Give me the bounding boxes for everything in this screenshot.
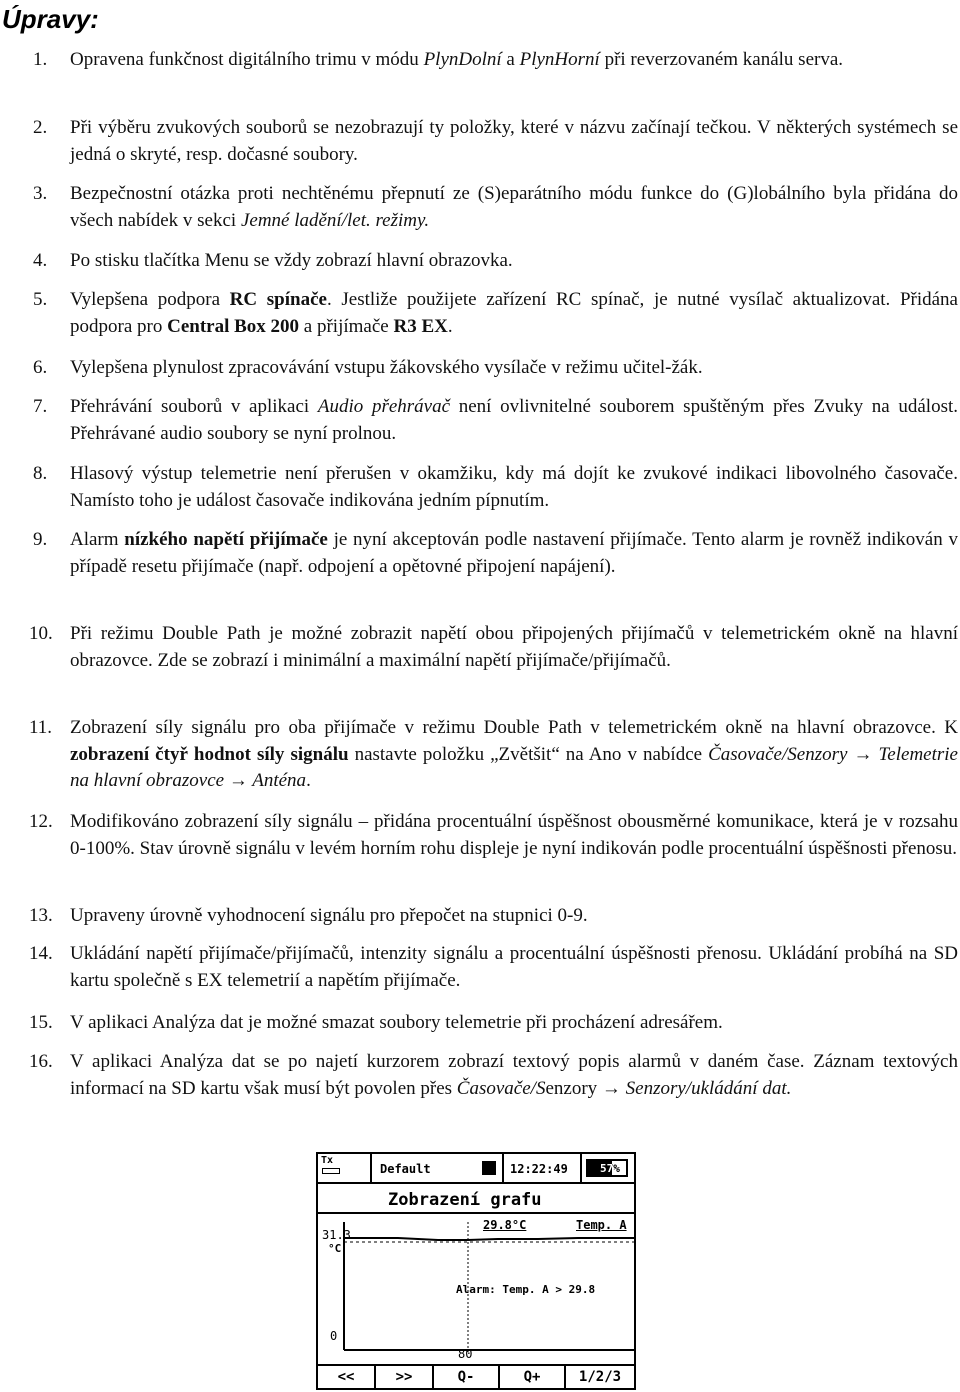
y-unit-label: °C xyxy=(328,1242,342,1255)
page-button[interactable]: 1/2/3 xyxy=(578,1369,622,1385)
italic-text: Jemné ladění/let. režimy. xyxy=(240,209,430,231)
text-segment: V aplikaci Analýza dat se po najetí kurzorem zobrazí textový popis alarmů v daném čase. Záznam textových informací na SD kartu však musí být povolen přes xyxy=(70,1051,958,1099)
list-item-text xyxy=(70,715,958,795)
list-item-number: 7. xyxy=(33,396,48,417)
text-segment: Vylepšena plynulost zpracovávání vstupu žákovského vysílače v režimu učitel-žák. xyxy=(70,357,703,378)
text-segment: Přehrávání souborů v aplikaci xyxy=(70,396,318,417)
alarm-text: Alarm: Temp. A > 29.8 xyxy=(456,1283,596,1296)
device-screenshot xyxy=(316,1152,636,1390)
list-item-text xyxy=(70,181,958,234)
rewind-button[interactable]: << xyxy=(318,1366,376,1388)
model-name: Default xyxy=(380,1162,431,1176)
text-segment: V aplikaci Analýza dat je možné smazat soubory telemetrie při procházení adresářem. xyxy=(70,1012,723,1033)
forward-button[interactable]: >> xyxy=(376,1366,434,1388)
text-segment: a xyxy=(501,49,520,70)
list-item-number: 4. xyxy=(33,250,48,271)
text-segment: Po stisku tlačítka Menu se vždy zobrazí hlavní obrazovka. xyxy=(70,250,513,271)
text-segment: Alarm xyxy=(70,529,125,550)
bold-text: R3 EX xyxy=(393,315,448,337)
list-item-number: 14. xyxy=(29,943,53,964)
text-segment: Upraveny úrovně vyhodnocení signálu pro přepočet na stupnici 0-9. xyxy=(70,905,588,926)
italic-text: Senzory/ukládání dat. xyxy=(625,1077,792,1099)
list-item-text xyxy=(70,1010,958,1037)
list-item-text xyxy=(70,809,958,862)
italic-text: Audio přehrávač xyxy=(317,396,451,417)
text-segment: Modifikováno zobrazení síly signálu – přidána procentuální úspěšnost obousměrné komunikace, která je v rozsahu 0-100%. Stav úrovně signálu v levém horním rohu displeje je nyní indikován podle procentuální úspěšnosti přenosu. xyxy=(70,811,958,859)
list-item-text xyxy=(70,621,958,674)
current-value: 29.8°C xyxy=(483,1218,527,1232)
text-segment: je nyní akceptován podle nastavení přijímače. Tento alarm je rovněž indikován v případě resetu přijímače (např. odpojení a opětovné připojení napájení). xyxy=(70,529,958,577)
text-segment: Bezpečnostní otázka proti nechtěnému přepnutí ze (S)eparátního módu funkce do (G)lobálního byla přidána do všech nabídek v sekci xyxy=(70,183,958,231)
bold-text: zobrazení čtyř hodnot síly signálu xyxy=(70,743,349,765)
text-segment: a přijímače xyxy=(299,315,394,337)
y-max-label: 31.3 xyxy=(322,1228,351,1242)
text-segment: Hlasový výstup telemetrie není přerušen v okamžiku, kdy má dojít ke zvukové indikaci libovolného časovače. Namísto toho je událost časovače indikována jedním pípnutím. xyxy=(70,463,958,511)
list-item-text xyxy=(70,115,958,168)
list-item-number: 15. xyxy=(29,1012,53,1033)
list-item-number: 9. xyxy=(33,529,48,550)
text-segment: Při režimu Double Path je možné zobrazit napětí obou připojených přijímačů v telemetrickém okně na hlavní obrazovce. Zde se zobrazí i minimální a maximální napětí přijímače/přijímačů. xyxy=(70,623,958,671)
list-item-text xyxy=(70,355,958,382)
bold-text: Central Box 200 xyxy=(167,315,300,337)
zoom-out-button[interactable]: Q- xyxy=(434,1366,500,1388)
italic-text: Časovače/Senzory → Telemetrie na hlavní obrazovce → Anténa xyxy=(70,743,958,791)
sensor-label: Temp. A xyxy=(576,1218,627,1232)
text-segment: . xyxy=(447,315,453,337)
graph-plot xyxy=(318,1154,634,1364)
list-item-number: 2. xyxy=(33,117,48,138)
list-item-number: 16. xyxy=(29,1051,53,1072)
list-item-text xyxy=(70,1049,958,1102)
x-value-label: 80 xyxy=(458,1347,473,1361)
list-item-text xyxy=(70,527,958,580)
text-segment: při reverzovaném kanálu serva. xyxy=(599,49,844,70)
bold-text: RC spínače xyxy=(229,289,327,310)
text-segment: Ukládání napětí přijímače/přijímačů, intenzity signálu a procentuální úspěšnosti přenosu. Ukládání probíhá na SD kartu společně s EX telemetrií a napětím přijímače. xyxy=(70,943,958,991)
list-item-number: 6. xyxy=(33,357,48,378)
text-segment: Zobrazení síly signálu pro oba přijímače v režimu Double Path v telemetrickém okně na hlavní obrazovce. K xyxy=(70,717,958,738)
text-segment: enzory → xyxy=(545,1077,626,1099)
text-segment: nastavte položku „Zvětšit“ na Ano v nabídce xyxy=(348,743,709,765)
clock: 12:22:49 xyxy=(510,1162,568,1176)
text-segment: Opravena funkčnost digitálního trimu v módu xyxy=(70,49,424,70)
list-item-number: 3. xyxy=(33,183,48,204)
italic-text: PlynDolní xyxy=(423,49,502,70)
text-segment: . Jestliže použijete zařízení RC spínač, je nutné vysílač aktualizovat. Přidána podpora pro xyxy=(70,289,958,337)
list-item-text xyxy=(70,903,958,930)
device-toolbar xyxy=(318,1364,634,1388)
text-segment: Při výběru zvukových souborů se nezobrazují ty položky, které v názvu začínají tečkou. V některých systémech se jedná o skryté, resp. dočasné soubory. xyxy=(70,117,958,165)
zoom-in-button[interactable]: Q+ xyxy=(500,1366,566,1388)
list-item-text xyxy=(70,248,958,275)
list-item-text xyxy=(70,47,958,74)
list-item-number: 13. xyxy=(29,905,53,926)
italic-text: Časovače/S xyxy=(456,1077,546,1099)
text-segment: Vylepšena podpora xyxy=(70,289,230,310)
battery-percent: 57% xyxy=(600,1162,620,1175)
italic-text: PlynHorní xyxy=(519,49,600,70)
list-item-text xyxy=(70,941,958,994)
tx-indicator: Tx xyxy=(321,1155,334,1166)
list-item-number: 1. xyxy=(33,49,48,70)
list-item-number: 8. xyxy=(33,463,48,484)
list-item-number: 12. xyxy=(29,811,53,832)
bold-text: nízkého napětí přijímače xyxy=(124,529,328,550)
list-item-number: 5. xyxy=(33,289,48,310)
list-item-text xyxy=(70,287,958,340)
text-segment: . xyxy=(306,770,311,791)
list-item-text xyxy=(70,394,958,447)
list-item-text xyxy=(70,461,958,514)
list-item-number: 10. xyxy=(29,623,53,644)
y-min-label: 0 xyxy=(330,1329,338,1343)
page-title: Úpravy: xyxy=(2,4,99,34)
list-item-number: 11. xyxy=(29,717,53,738)
text-segment: není ovlivnitelné souborem spuštěným přes Zvuky na událost. Přehrávané audio soubory se nyní prolnou. xyxy=(70,396,959,444)
screen-title: Zobrazení grafu xyxy=(388,1190,542,1210)
temperature-series xyxy=(344,1238,634,1240)
